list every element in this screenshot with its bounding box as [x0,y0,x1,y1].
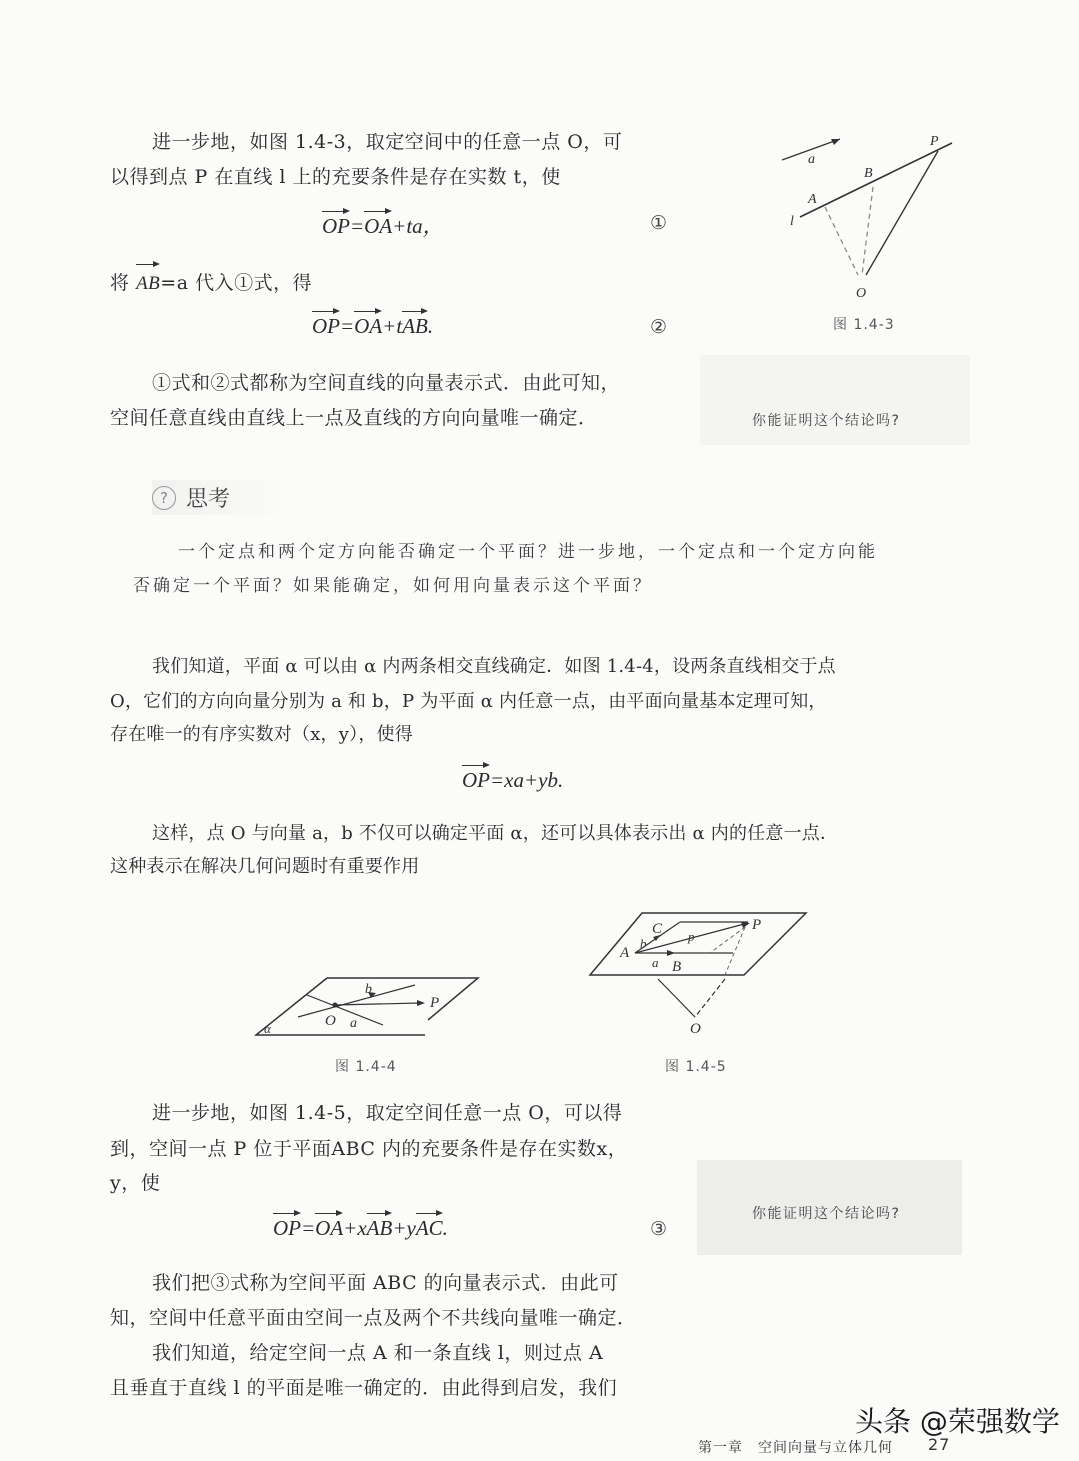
figure-caption: 图 1.4-3 [833,317,895,333]
equation-label-2: ② [650,316,668,338]
paragraph-line: 知，空间中任意平面由空间一点及两个不共线向量唯一确定． [110,1307,637,1329]
label-P: P [930,134,939,149]
label-A: A [808,192,817,207]
paragraph-line: 这样，点 O 与向量 a，b 不仅可以确定平面 α，还可以具体表示出 α 内的任意一点． [152,823,839,844]
text: 将 [110,272,130,294]
plus-x: +x [343,1216,367,1240]
vector-oa: OA [315,1216,344,1240]
vector-oa: OA [354,314,383,338]
figure-caption: 图 1.4-5 [665,1059,727,1075]
equation-plane [462,768,563,793]
think-title: 思考 [186,487,231,512]
paragraph-line: 且垂直于直线 l 的平面是唯一确定的．由此得到启发，我们 [110,1377,618,1399]
vector-op: OP [322,214,350,238]
label-P: P [430,995,440,1011]
plus-y: +y [392,1216,416,1240]
plus-t: +t [382,314,403,338]
question-circle-icon: ? [152,486,176,510]
label-P: P [752,917,762,933]
margin-note-box [700,355,970,445]
label-B: B [864,166,873,181]
equation-rest: +ta， [392,214,444,238]
label-b: b [365,982,372,997]
paragraph-line: 以得到点 P 在直线 l 上的充要条件是存在实数 t，使 [110,166,561,188]
vector-op: OP [312,314,340,338]
label-O: O [690,1021,701,1037]
paragraph-line: 空间任意直线由直线上一点及直线的方向向量唯一确定． [110,407,598,429]
paragraph-line [110,266,312,301]
paragraph-line: y，使 [110,1172,161,1194]
label-A: A [620,945,630,961]
think-line: 一个定点和两个定方向能否确定一个平面？进一步地，一个定点和一个定方向能 [178,542,878,562]
vector-ab: AB [402,314,428,338]
paragraph-line: 存在唯一的有序实数对（x，y），使得 [110,724,413,745]
label-a: a [350,1016,357,1031]
vector-ac: AC [415,1216,443,1240]
label-O: O [856,286,867,301]
period: . [427,314,434,338]
figure-caption: 图 1.4-4 [335,1059,397,1075]
paragraph-line: 我们知道，平面 α 可以由 α 内两条相交直线确定．如图 1.4-4，设两条直线相交于点 [152,656,836,677]
equation-label-3: ③ [650,1218,668,1240]
label-p: p [688,929,695,944]
paragraph-line: 我们把③式称为空间平面 ABC 的向量表示式．由此可 [152,1272,619,1294]
label-b: b [640,936,647,951]
equation-label-1: ① [650,212,668,234]
equation-3 [273,1216,448,1241]
equation-rest: =xa+yb. [490,768,564,792]
label-O: O [325,1013,336,1029]
equals-sign: = [350,214,365,238]
vector-oa: OA [364,214,393,238]
label-C: C [652,921,663,937]
chapter-footer: 第一章 空间向量与立体几何 [698,1440,893,1456]
paragraph-line: 这种表示在解决几何问题时有重要作用 [110,856,420,877]
vector-op: OP [462,768,490,792]
think-heading [152,480,290,515]
label-B: B [672,959,682,975]
margin-note: 你能证明这个结论吗? [752,413,901,429]
equation-2 [312,314,433,339]
label-alpha: α [264,1021,271,1036]
period: . [442,1216,448,1240]
figure-1-4-4 [250,965,490,1045]
vector-op: OP [273,1216,301,1240]
label-l: l [790,214,794,229]
equals-sign: = [301,1216,316,1240]
paragraph-line: 进一步地，如图 1.4-5，取定空间任意一点 O，可以得 [152,1102,623,1124]
think-line: 否确定一个平面？如果能确定，如何用向量表示这个平面？ [133,576,653,596]
equals-sign: = [340,314,355,338]
page-number: 27 [928,1435,951,1454]
equation-1 [322,210,444,240]
margin-note: 你能证明这个结论吗? [752,1206,901,1222]
label-a: a [652,955,659,970]
paragraph-line: O，它们的方向向量分别为 a 和 b，P 为平面 α 内任意一点，由平面向量基本定理可知， [110,691,827,712]
label-a: a [808,152,815,167]
figure-1-4-3 [770,125,980,310]
vector-ab: AB [136,267,160,301]
paragraph-line: 到，空间一点 P 位于平面ABC 内的充要条件是存在实数x， [110,1138,628,1160]
figure-1-4-5 [580,905,820,1045]
watermark: 头条 @荣强数学 [855,1405,1060,1438]
vector-ab: AB [366,1216,393,1240]
paragraph-line: 我们知道，给定空间一点 A 和一条直线 l，则过点 A [152,1342,604,1364]
paragraph-line: ①式和②式都称为空间直线的向量表示式．由此可知， [152,372,621,394]
text: =a 代入①式，得 [160,272,313,294]
paragraph-line: 进一步地，如图 1.4-3，取定空间中的任意一点 O，可 [152,131,623,153]
